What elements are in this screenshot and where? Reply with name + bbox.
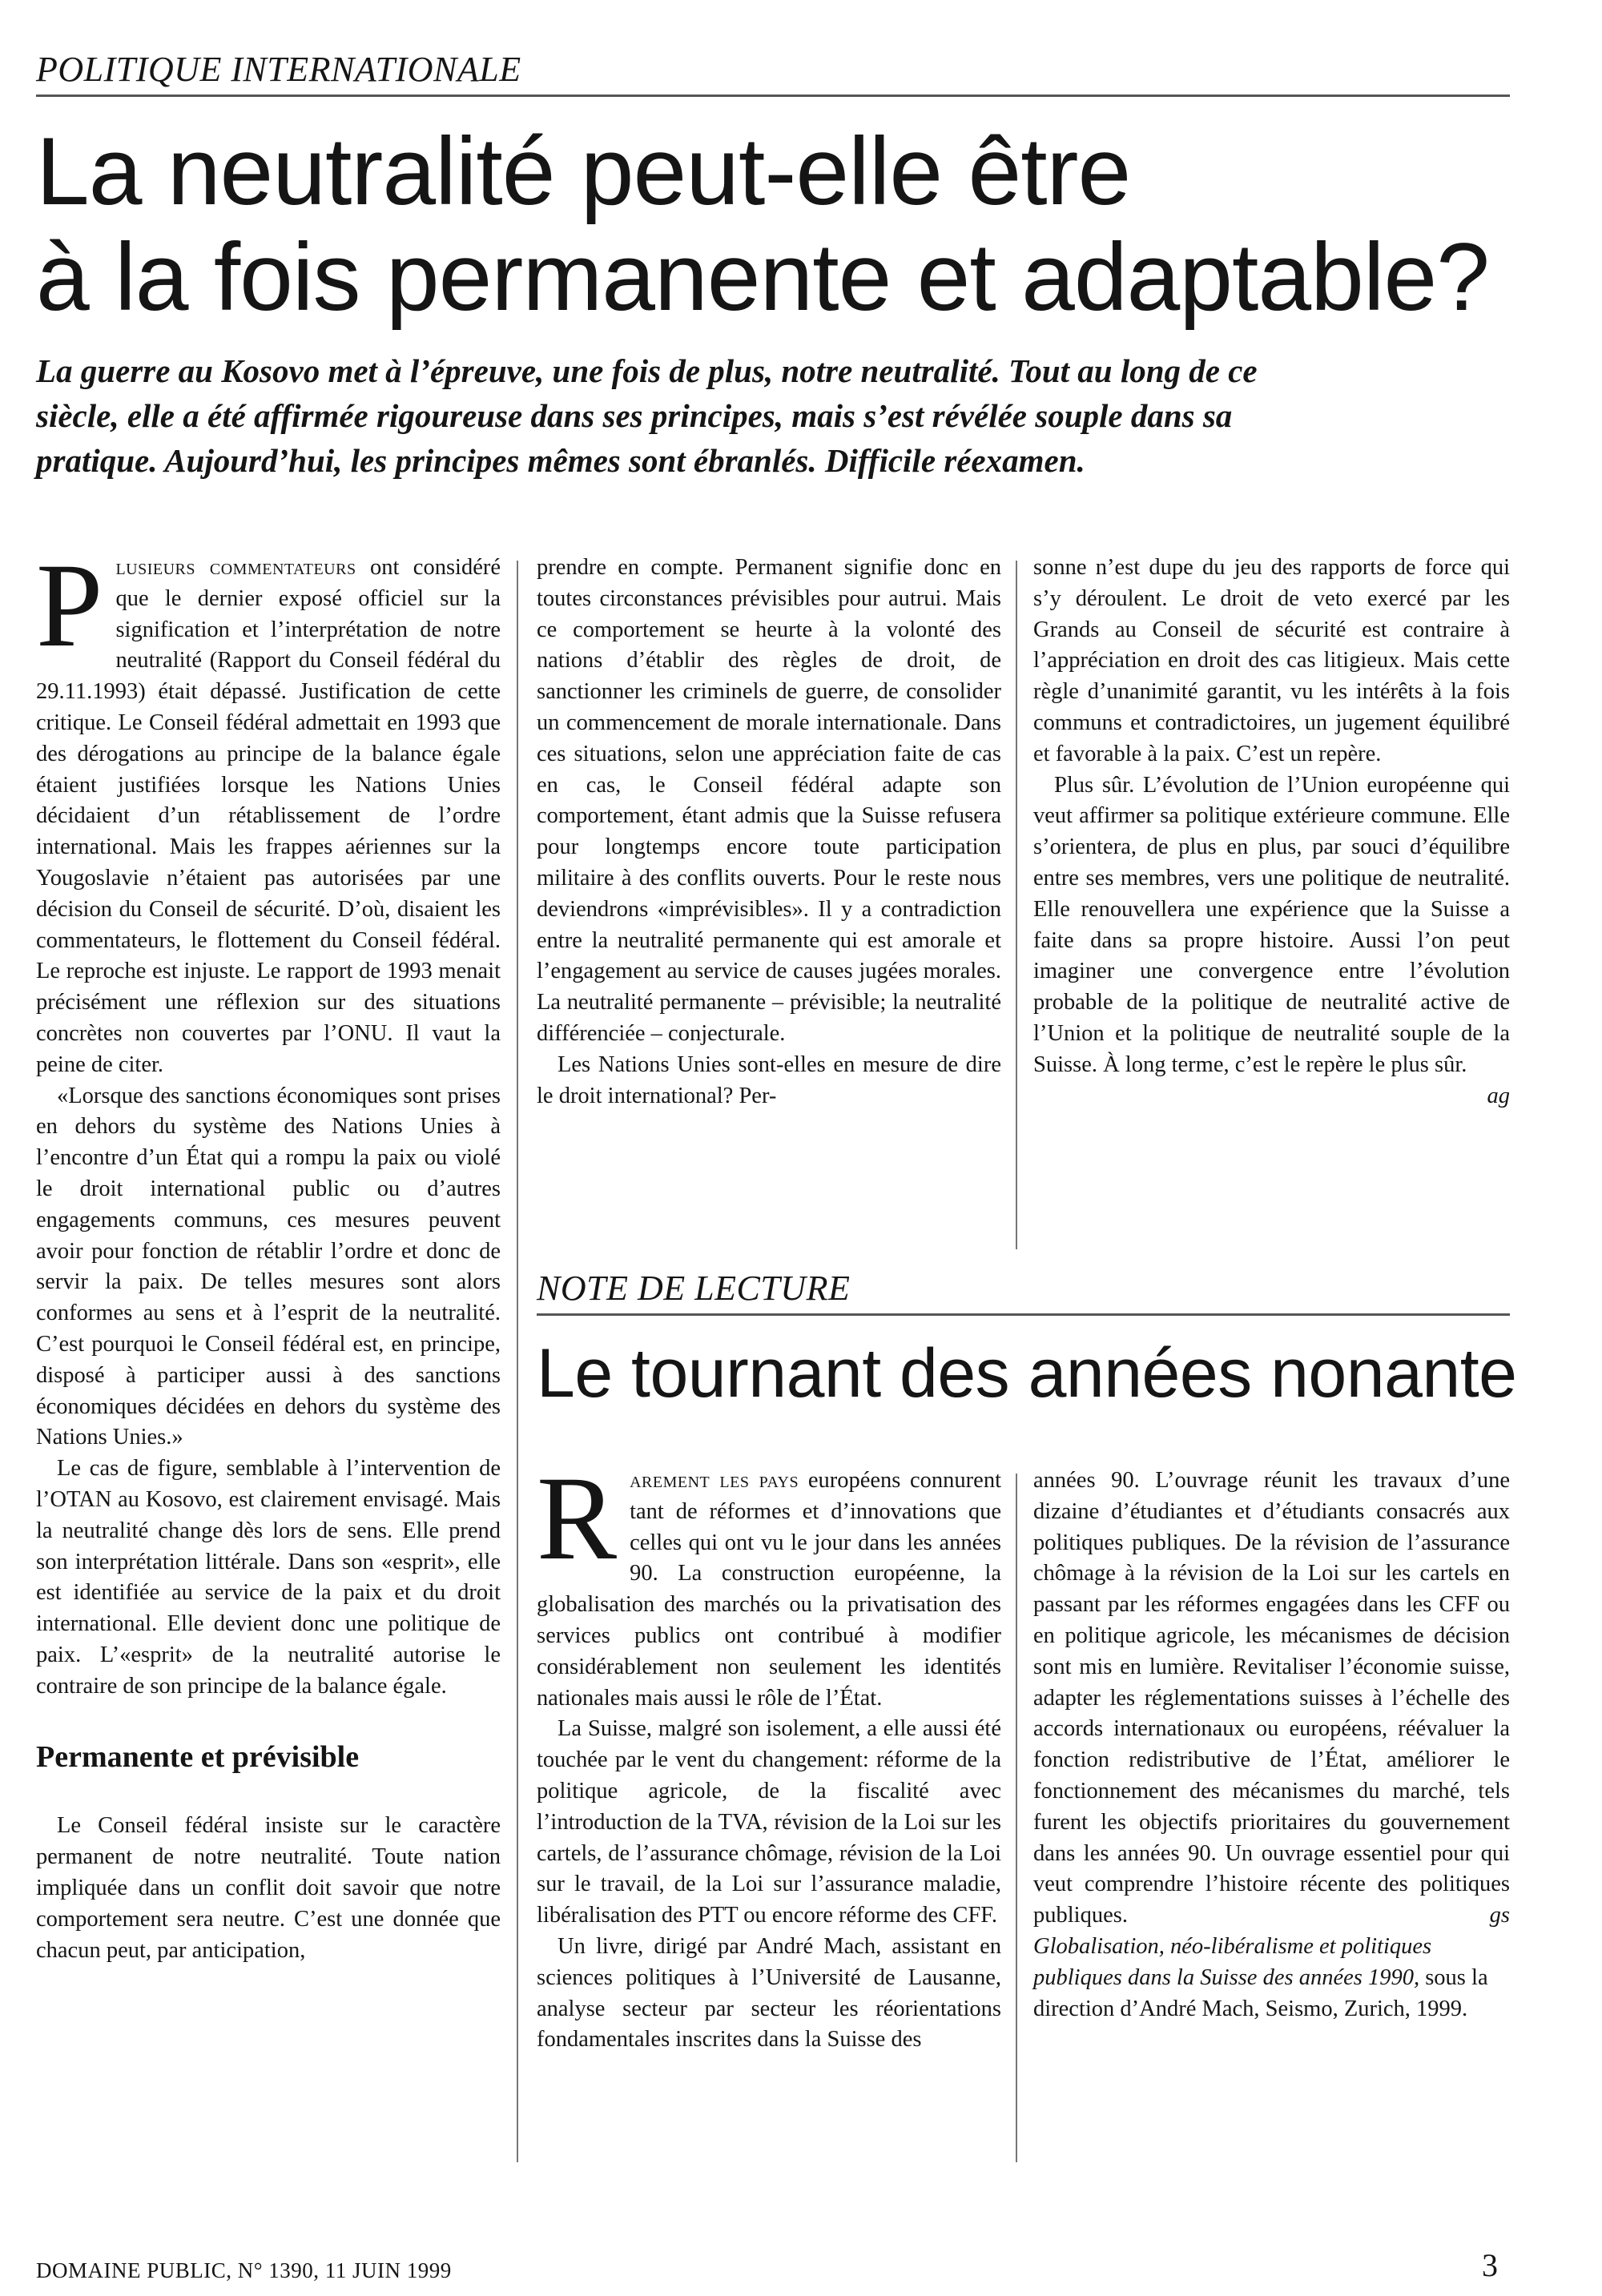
- main-headline: [36, 119, 1558, 330]
- column-divider: [517, 561, 518, 2162]
- article-1-paragraph-7: sonne n’est dupe du jeu des rapports de force qui s’y déroulent. Le droit de veto exercé par les Grands au Conseil de sécurité est contraire à l’appréciation en droit des cas litigieux. Mais cette règle d’unanimité garantit, vu les intérêts à la fois communs et contradictoires, un jugement équilibré et favorable à la paix. C’est un repère.: [1033, 555, 1510, 766]
- book-reference: [1033, 1932, 1510, 2025]
- author-signature: ag: [1487, 1083, 1510, 1108]
- paragraph-text: ont considéré que le dernier exposé officiel sur la signification et l’interprétation de notre neutralité (Rapport du Conseil fédéral du 29.11.1993) était dépassé. Justification de cette critique. Le Conseil fédéral admettait en 1993 que des dérogations au principe de la balance égale étaient justifiées lorsque les Nations Unies décidaient d’un rétablissement de l’ordre international. Mais les frappes aériennes sur la Yougoslavie n’étaient pas autorisées par une décision du Conseil de sécurité. D’où, disaient les commentateurs, le flottement du Conseil fédéral. Le reproche est injuste. Le rapport de 1993 menait précisément une réflexion sur des situations concrètes non couvertes par l’ONU. Il vaut la peine de citer.: [36, 555, 501, 1077]
- article-1-paragraph-6: Les Nations Unies sont-elles en mesure de dire le droit international? Per-: [537, 1051, 1001, 1108]
- publication-footer: DOMAINE PUBLIC, N° 1390, 11 JUIN 1999: [36, 2258, 452, 2282]
- article-2-column-2: [1033, 1466, 1510, 2025]
- article-2-paragraph-3: Un livre, dirigé par André Mach, assistant en sciences politiques à l’Université de Lausanne, analyse secteur par secteur les réorientations fondamentales inscrites dans la Suisse des: [537, 1933, 1001, 2053]
- page-number: 3: [1482, 2247, 1498, 2283]
- column-divider: [1016, 1474, 1017, 2162]
- paragraph-text: européens connurent tant de réformes et d’innovations que celles qui ont vu le jour dans les années 90. La construction européenne, la globalisation des marchés ou la privatisation des services publics ont contribué à modifier considérablement non seulement les identités nationales mais aussi le rôle de l’État.: [537, 1468, 1001, 1711]
- headline-line-1: La neutralité peut-elle être: [36, 118, 1131, 225]
- section-rubric-note: NOTE DE LECTURE: [537, 1267, 1510, 1316]
- article-1-paragraph-2: «Lorsque des sanctions économiques sont prises en dehors du système des Nations Unies à l’encontre d’un État qui a rompu la paix ou violé le droit international public ou d’autres engagements communs, ces mesures peuvent avoir pour fonction de rétablir l’ordre et donc de servir la paix. De telles mesures sont alors conformes au sens et à l’esprit de la neutralité. C’est pourquoi le Conseil fédéral est, en principe, disposé à participer aussi à des sanctions économiques décidées en dehors du système des Nations Unies.»: [36, 1083, 501, 1450]
- article-1-subheading: Permanente et prévisible: [36, 1740, 360, 1775]
- article-1-column-3: [1033, 553, 1510, 1112]
- author-signature: gs: [1489, 1903, 1510, 1928]
- article-1-paragraph-4: Le Conseil fédéral insiste sur le caractère permanent de notre neutralité. Toute nation impliquée dans un conflit doit savoir que notre comportement sera neutre. C’est une donnée que chacun peut, par anticipation,: [36, 1813, 501, 1963]
- drop-cap: P: [36, 539, 103, 672]
- article-2-column-1: [537, 1452, 1001, 2056]
- note-headline: Le tournant des années nonante: [537, 1335, 1517, 1412]
- article-1-paragraph-5: prendre en compte. Permanent signifie donc en toutes circonstances prévisibles pour autrui. Mais ce comportement se heurte à la volonté des nations d’établir des règles de droit, de sanctionner les criminels de guerre, de consolider un commencement de morale internationale. Dans ces situations, selon une appréciation faite de cas en cas, le Conseil fédéral adapte son comportement, étant admis que la Suisse refusera pour longtemps encore toute participation militaire à des conflits ouverts. Pour le reste nous deviendrons «imprévisibles». Il y a contradiction entre la neutralité permanente qui est amorale et l’engagement au service de causes jugées morales. La neutralité permanente – prévisible; la neutralité différenciée – conjecturale.: [537, 555, 1001, 1046]
- drop-cap: R: [537, 1452, 618, 1585]
- article-standfirst: La guerre au Kosovo met à l’épreuve, une fois de plus, notre neutralité. Tout au long de ce siècle, elle a été affirmée rigoureuse dans ses principes, mais s’est révélée souple dans sa pratique. Aujourd’hui, les principes mêmes sont ébranlés. Difficile réexamen.: [36, 352, 1258, 479]
- article-1-column-2: [537, 553, 1001, 1112]
- paragraph-text: Plus sûr. L’évolution de l’Union européenne qui veut affirmer sa politique extérieure commune. Elle s’orientera, de plus en plus, par souci d’équilibre entre ses membres, vers une politique de neutralité. Elle renouvellera une expérience que la Suisse a faite dans sa propre histoire. Aussi l’on peut imaginer une convergence entre l’évolution probable de la politique de neutralité active de l’Union et la politique de neutralité souple de la Suisse. À long terme, c’est le repère le plus sûr.: [1033, 772, 1510, 1077]
- article-2-paragraph-1: [537, 1452, 1001, 1714]
- headline-line-2: à la fois permanente et adaptable?: [36, 223, 1489, 331]
- book-details: sous la direction d’André Mach, Seismo, Zurich, 1999.: [1033, 1964, 1488, 2021]
- section-rubric: POLITIQUE INTERNATIONALE: [36, 48, 1510, 97]
- column-divider: [1016, 561, 1017, 1249]
- book-title: Globalisation, néo-libéralisme et politiques publiques dans la Suisse des années 1990,: [1033, 1933, 1432, 1990]
- article-1-column-1: [36, 539, 501, 1966]
- article-2-paragraph-2: La Suisse, malgré son isolement, a elle aussi été touchée par le vent du changement: réforme de la politique agricole, de la fiscalité avec l’introduction de la TVA, révision de la Loi sur les cartels, de l’assurance chômage, révision de la Loi sur le travail, de la Loi sur l’assurance maladie, libéralisation des PTT ou encore réforme des CFF.: [537, 1716, 1001, 1928]
- paragraph-text: années 90. L’ouvrage réunit les travaux d’une dizaine d’étudiantes et d’étudiants consacrés aux politiques publiques. De la révision de l’assurance chômage à la révision de la Loi sur les cartels en passant par les réformes engagées dans les CFF ou en politique agricole, les mécanismes de décision sont mis en lumière. Revitaliser l’économie suisse, adapter les réglementations suisses à l’échelle des accords internationaux ou européens, réévaluer la fonction redistributive de l’État, améliorer le fonctionnement des mécanismes du marché, tels furent les objectifs prioritaires du gouvernement dans les années 90. Un ouvrage essentiel pour qui veut comprendre l’histoire récente des politiques publiques.: [1033, 1468, 1510, 1928]
- article-1-paragraph-3: Le cas de figure, semblable à l’intervention de l’OTAN au Kosovo, est clairement envisagé. Mais la neutralité change dès lors de sens. Elle prend son interprétation littérale. Dans son «esprit», elle est identifiée au service de la paix et du droit international. Elle devient donc une politique de paix. L’«esprit» de la neutralité autorise le contraire de son principe de la balance égale.: [36, 1456, 501, 1699]
- lead-in-smallcaps: arement les pays: [630, 1468, 799, 1493]
- article-2-paragraph-4: [1033, 1466, 1510, 1932]
- lead-in-smallcaps: lusieurs commentateurs: [115, 555, 356, 580]
- article-1-paragraph-8: [1033, 770, 1510, 1108]
- article-1-paragraph-1: [36, 539, 501, 1081]
